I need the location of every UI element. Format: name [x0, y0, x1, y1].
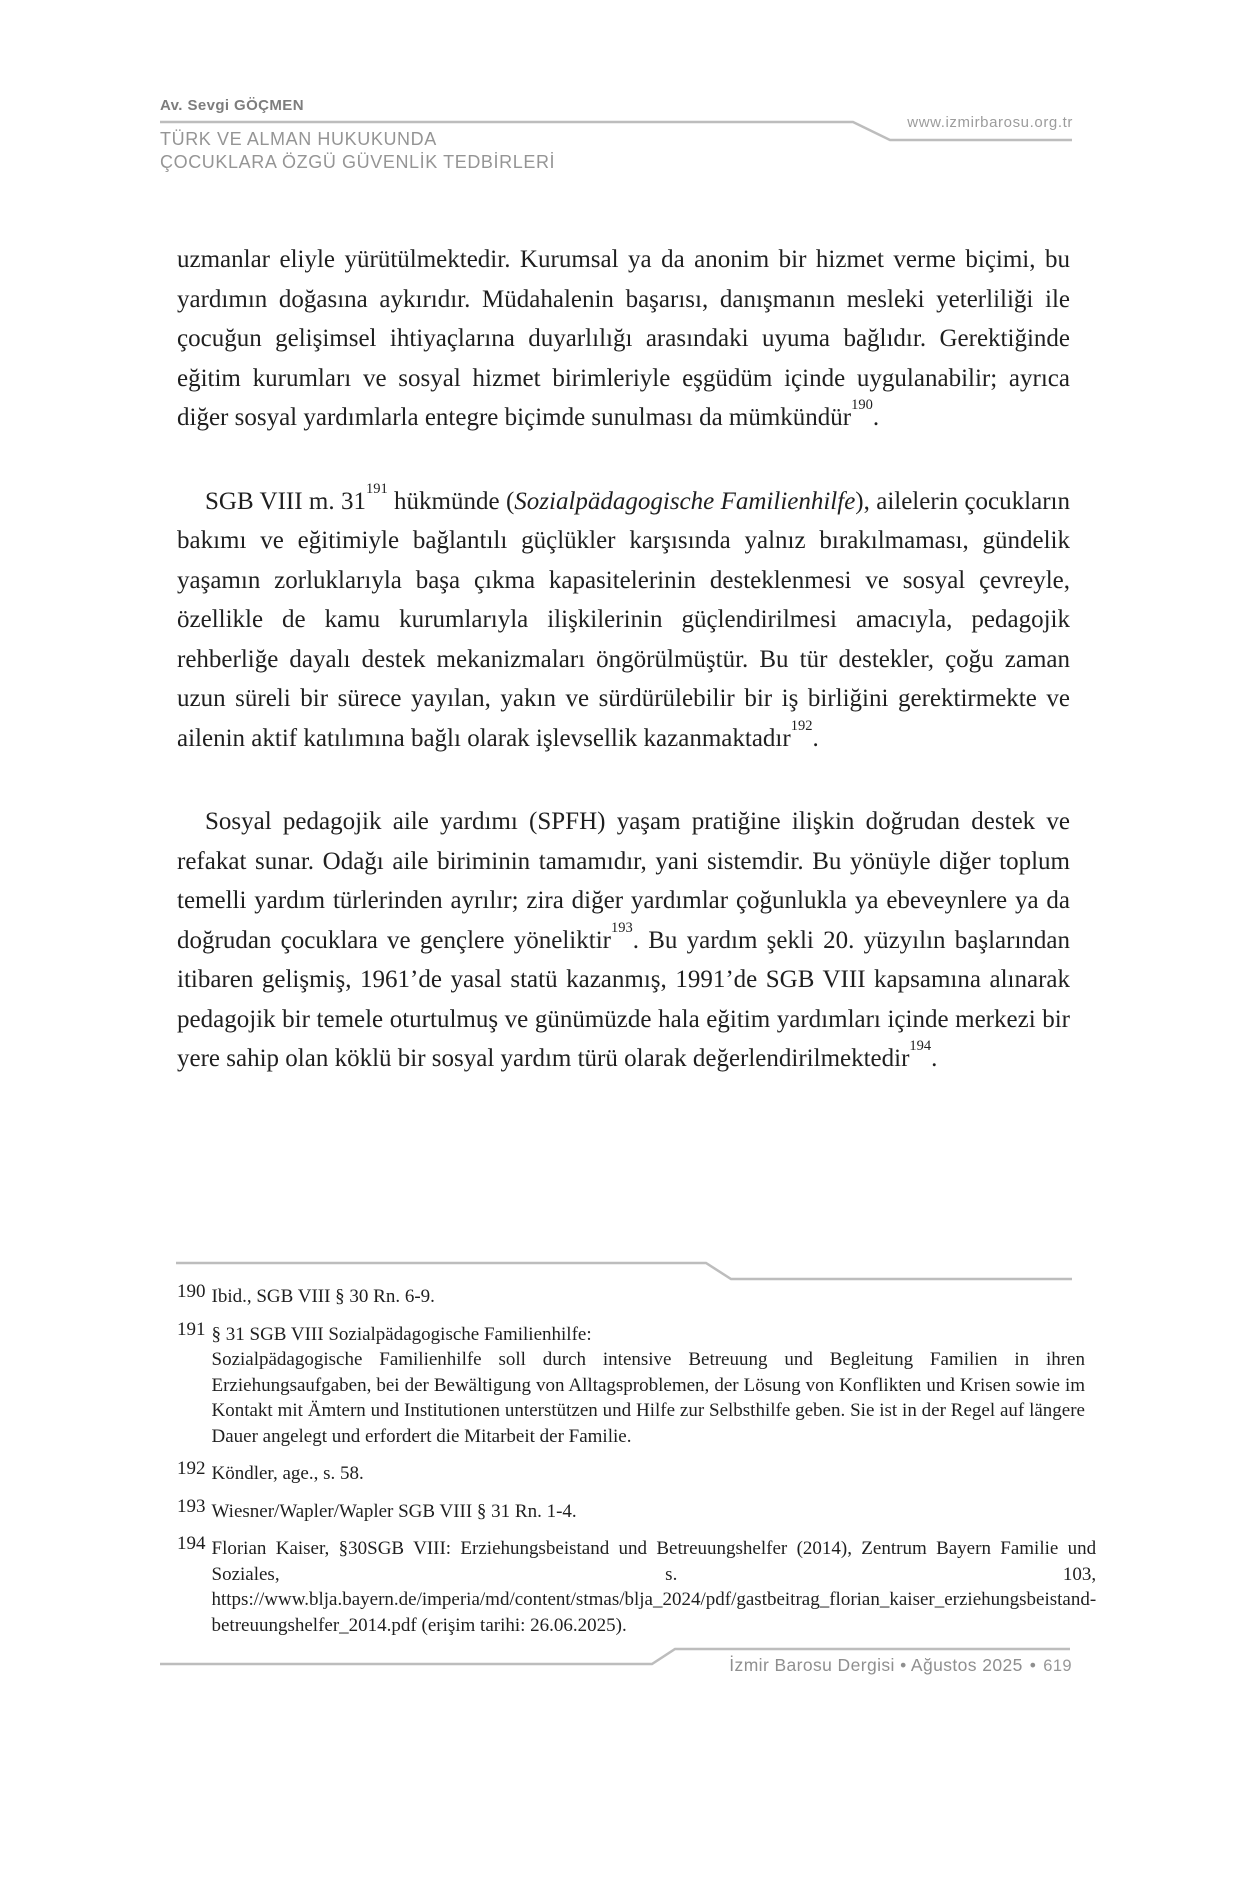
paragraph: SGB VIII m. $31^{191}$ hükmünde (Sozialpädagogische Familienhilfe), ailelerin çocukların bakımı ve eğitimiyle bağlantılı güçlükler karşısında yalnız bırakılmaması, gündelik yaşamın zorluklarıyla başa çıkma kapasitelerinin desteklenmesi ve sosyal çevreyle, özellikle de kamu kurumlarıyla ilişkilerinin güçlendirilmesi amacıyla, pedagojik rehberliğe dayalı destek mekanizmaları öngörülmüştür. Bu tür destekler, çoğu zaman uzun süreli bir sürece yayılan, yakın ve sürdürülebilir bir iş birliğini gerektirmekte ve ailenin aktif katılımına bağlı olarak işlevsellik kazanmaktadır$^{192}$. [177, 480, 1070, 752]
footnote-text [212, 1461, 1086, 1487]
footnote-number: 193 [177, 1495, 206, 1517]
paragraph: uzmanlar eliyle yürütülmektedir. Kurumsal ya da anonim bir hizmet verme biçimi, bu yardımın doğasına aykırıdır. Müdahalenin başarısı, danışmanın mesleki yeterliliği ile çocuğun gelişimsel ihtiyaçlarına duyarlılığı arasındaki uyuma bağlıdır. Gerektiğinde eğitim kurumları ve sosyal hizmet birimleriyle eşgüdüm içinde uygulanabilir; ayrıca diğer sosyal yardımlarla entegre biçimde sunulması da mümkündür$^{190}$. [177, 246, 1070, 431]
footnote-paragraph: Florian Kaiser, §30SGB VIII: Erziehungsbeistand und Betreuungshelfer (2014), Zentrum Bayern Familie und Soziales, s. 103, https://www.blja.bayern.de/imperia/md/content/stmas/blja_2024/pdf/gastbeitrag_florian_kaiser_erziehungsbeistand-betreuungshelfer_2014.pdf (erişim tarihi: 26.06.2025). [211, 1538, 1097, 1636]
footnote-number: 192 [177, 1458, 206, 1479]
footnote-text [212, 1536, 1097, 1638]
body-text [177, 240, 1070, 1079]
emphasis-text: Sozialpädagogische Familienhilfe [514, 487, 856, 515]
footnote-ref: 191 [365, 480, 388, 497]
document-title-line1: TÜRK VE ALMAN HUKUKUNDA [160, 129, 437, 149]
footnote-paragraph: Köndler, age., s. 58. [211, 1463, 364, 1484]
footnote [177, 1458, 1085, 1487]
footnote-paragraph: § 31 SGB VIII Sozialpädagogische Familienhilfe: [211, 1323, 592, 1345]
footnote-separator-rule [176, 1263, 1072, 1279]
footer-bullet: • [1029, 1655, 1037, 1675]
footnote [177, 1533, 1097, 1638]
footnote [177, 1495, 1085, 1525]
footnote-ref: 193 [610, 919, 633, 936]
footnote-text [212, 1499, 1086, 1525]
website-url: www.izmirbarosu.org.tr [907, 114, 1073, 131]
document-title-line2: ÇOCUKLARA ÖZGÜ GÜVENLİK TEDBİRLERİ [160, 152, 556, 172]
journal-footer [729, 1655, 1072, 1676]
footnote-ref: 194 [909, 1038, 932, 1055]
author-name: Av. Sevgi GÖÇMEN [160, 97, 304, 114]
document-title [160, 128, 555, 174]
footnote-text [212, 1322, 1086, 1450]
footnote-paragraph: Sozialpädagogische Familienhilfe soll durch intensive Betreuung und Begleitung Familien in ihren Erziehungsaufgaben, bei der Bewältigung von Alltagsproblemen, der Lösung von Konflikten und Krisen sowie im Kontakt mit Ämtern und Institutionen unterstützen und Hilfe zur Selbsthilfe geben. Sie ist in der Regel auf längere Dauer angelegt und erfordert die Mitarbeit der Familie. [211, 1349, 1085, 1447]
footnote [177, 1281, 1085, 1310]
footnote-ref: 192 [790, 717, 813, 734]
footnote-ref: 190 [851, 397, 873, 414]
journal-name-and-issue: İzmir Barosu Dergisi • Ağustos 2025 [729, 1655, 1023, 1675]
page-number: 619 [1043, 1657, 1072, 1675]
footnote-paragraph: Wiesner/Wapler/Wapler SGB VIII § 31 Rn. 1-4. [211, 1500, 577, 1522]
footnote-paragraph: Ibid., SGB VIII § 30 Rn. 6-9. [211, 1286, 435, 1307]
footnote-number: 190 [177, 1281, 206, 1302]
paragraph: Sosyal pedagojik aile yardımı (SPFH) yaşam pratiğine ilişkin doğrudan destek ve refakat sunar. Odağı aile biriminin tamamıdır, yani sistemdir. Bu yönüyle diğer toplum temelli yardım türlerinden ayrılır; zira diğer yardımlar çoğunlukla ya ebeveynlere ya da doğrudan çocuklara ve gençlere yöneliktir$^{193}$. Bu yardım şekli 20. yüzyılın başlarından itibaren gelişmiş, 1961’de yasal statü kazanmış, 1991’de SGB VIII kapsamına alınarak pedagojik bir temele oturtulmuş ve günümüzde hala eğitim yardımları içinde merkezi bir yere sahip olan köklü bir sosyal yardım türü olarak değerlendirilmektedir$^{194}$. [177, 808, 1070, 1072]
footnote-number: 194 [177, 1533, 206, 1554]
footnotes-section [177, 1281, 1097, 1650]
footnote-number: 191 [177, 1318, 206, 1340]
footnote [177, 1318, 1085, 1450]
footnote-text [212, 1284, 1086, 1310]
